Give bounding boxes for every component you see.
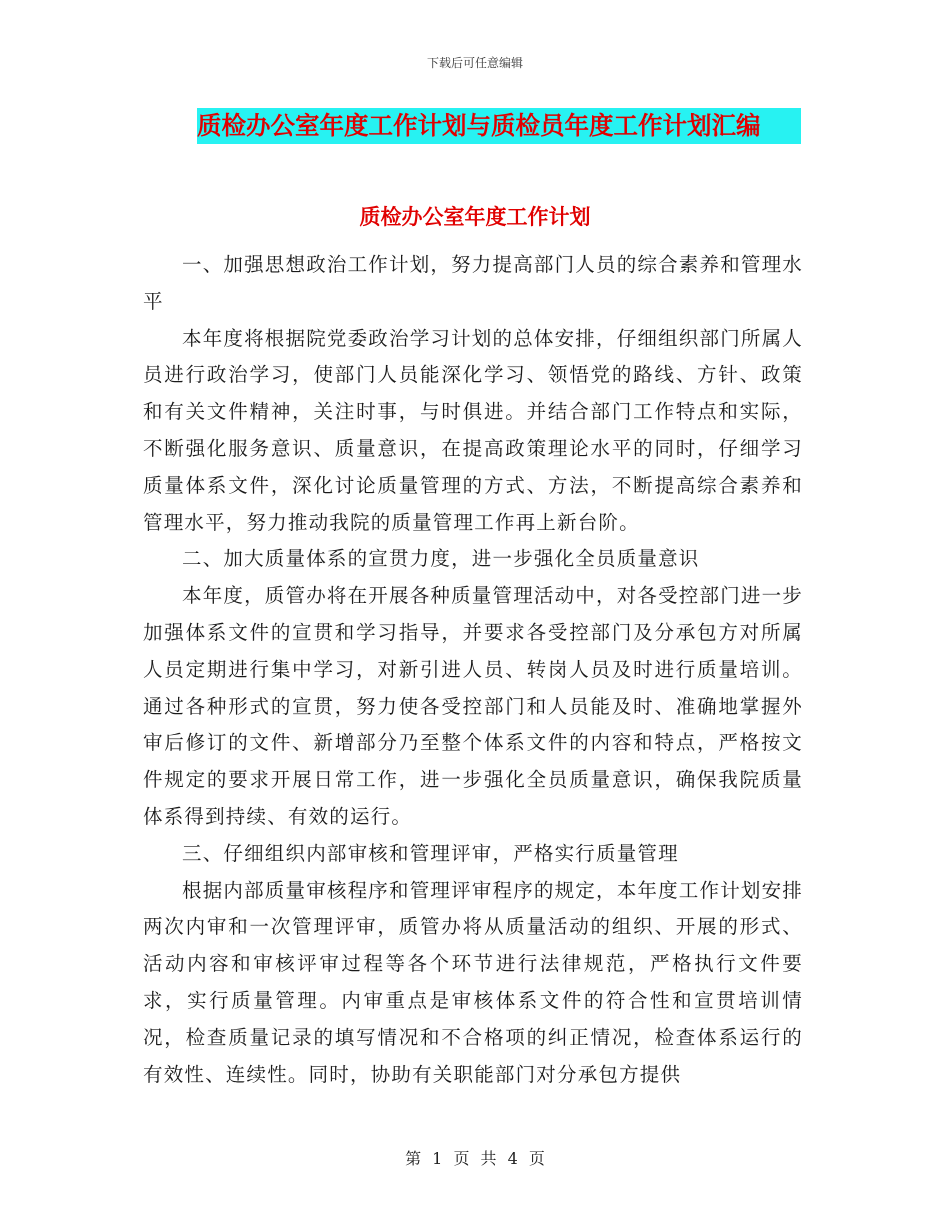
page-number: 第 1 页 共 4 页 xyxy=(405,1149,545,1168)
paragraph: 本年度将根据院党委政治学习计划的总体安排，仔细组织部门所属人员进行政治学习，使部门人员能深化学习、领悟党的路线、方针、政策和有关文件精神，关注时事，与时俱进。并结合部门工作特点和实际，不断强化服务意识、质量意识，在提高政策理论水平的同时，仔细学习质量体系文件，深化讨论质量管理的方式、方法，不断提高综合素养和管理水平，努力推动我院的质量管理工作再上新台阶。 xyxy=(143,326,804,534)
paragraph-heading-1: 一、加强思想政治工作计划，努力提高部门人员的综合素养和管理水平 xyxy=(143,253,804,313)
paragraph-heading-2: 二、加大质量体系的宣贯力度，进一步强化全员质量意识 xyxy=(182,547,700,571)
paragraph: 根据内部质量审核程序和管理评审程序的规定，本年度工作计划安排两次内审和一次管理评审，质管办将从质量活动的组织、开展的形式、活动内容和审核评审过程等各个环节进行法律规范，严格执行文件要求，实行质量管理。内审重点是审核体系文件的符合性和宣贯培训情况，检查质量记录的填写情况和不合格项的纠正情况，检查体系运行的有效性、连续性。同时，协助有关职能部门对分承包方提供 xyxy=(143,878,804,1086)
document-body xyxy=(143,247,803,1093)
section-title: 质检办公室年度工作计划 xyxy=(359,205,591,229)
paragraph: 本年度，质管办将在开展各种质量管理活动中，对各受控部门进一步加强体系文件的宣贯和学习指导，并要求各受控部门及分承包方对所属人员定期进行集中学习，对新引进人员、转岗人员及时进行质量培训。通过各种形式的宣贯，努力使各受控部门和人员能及时、准确地掌握外审后修订的文件、新增部分乃至整个体系文件的内容和特点，严格按文件规定的要求开展日常工作，进一步强化全员质量意识，确保我院质量体系得到持续、有效的运行。 xyxy=(143,584,804,828)
header-note: 下载后可任意编辑 xyxy=(426,56,523,70)
document-title: 质检办公室年度工作计划与质检员年度工作计划汇编 xyxy=(197,108,801,144)
paragraph-heading-3: 三、仔细组织内部审核和管理评审，严格实行质量管理 xyxy=(182,841,679,865)
